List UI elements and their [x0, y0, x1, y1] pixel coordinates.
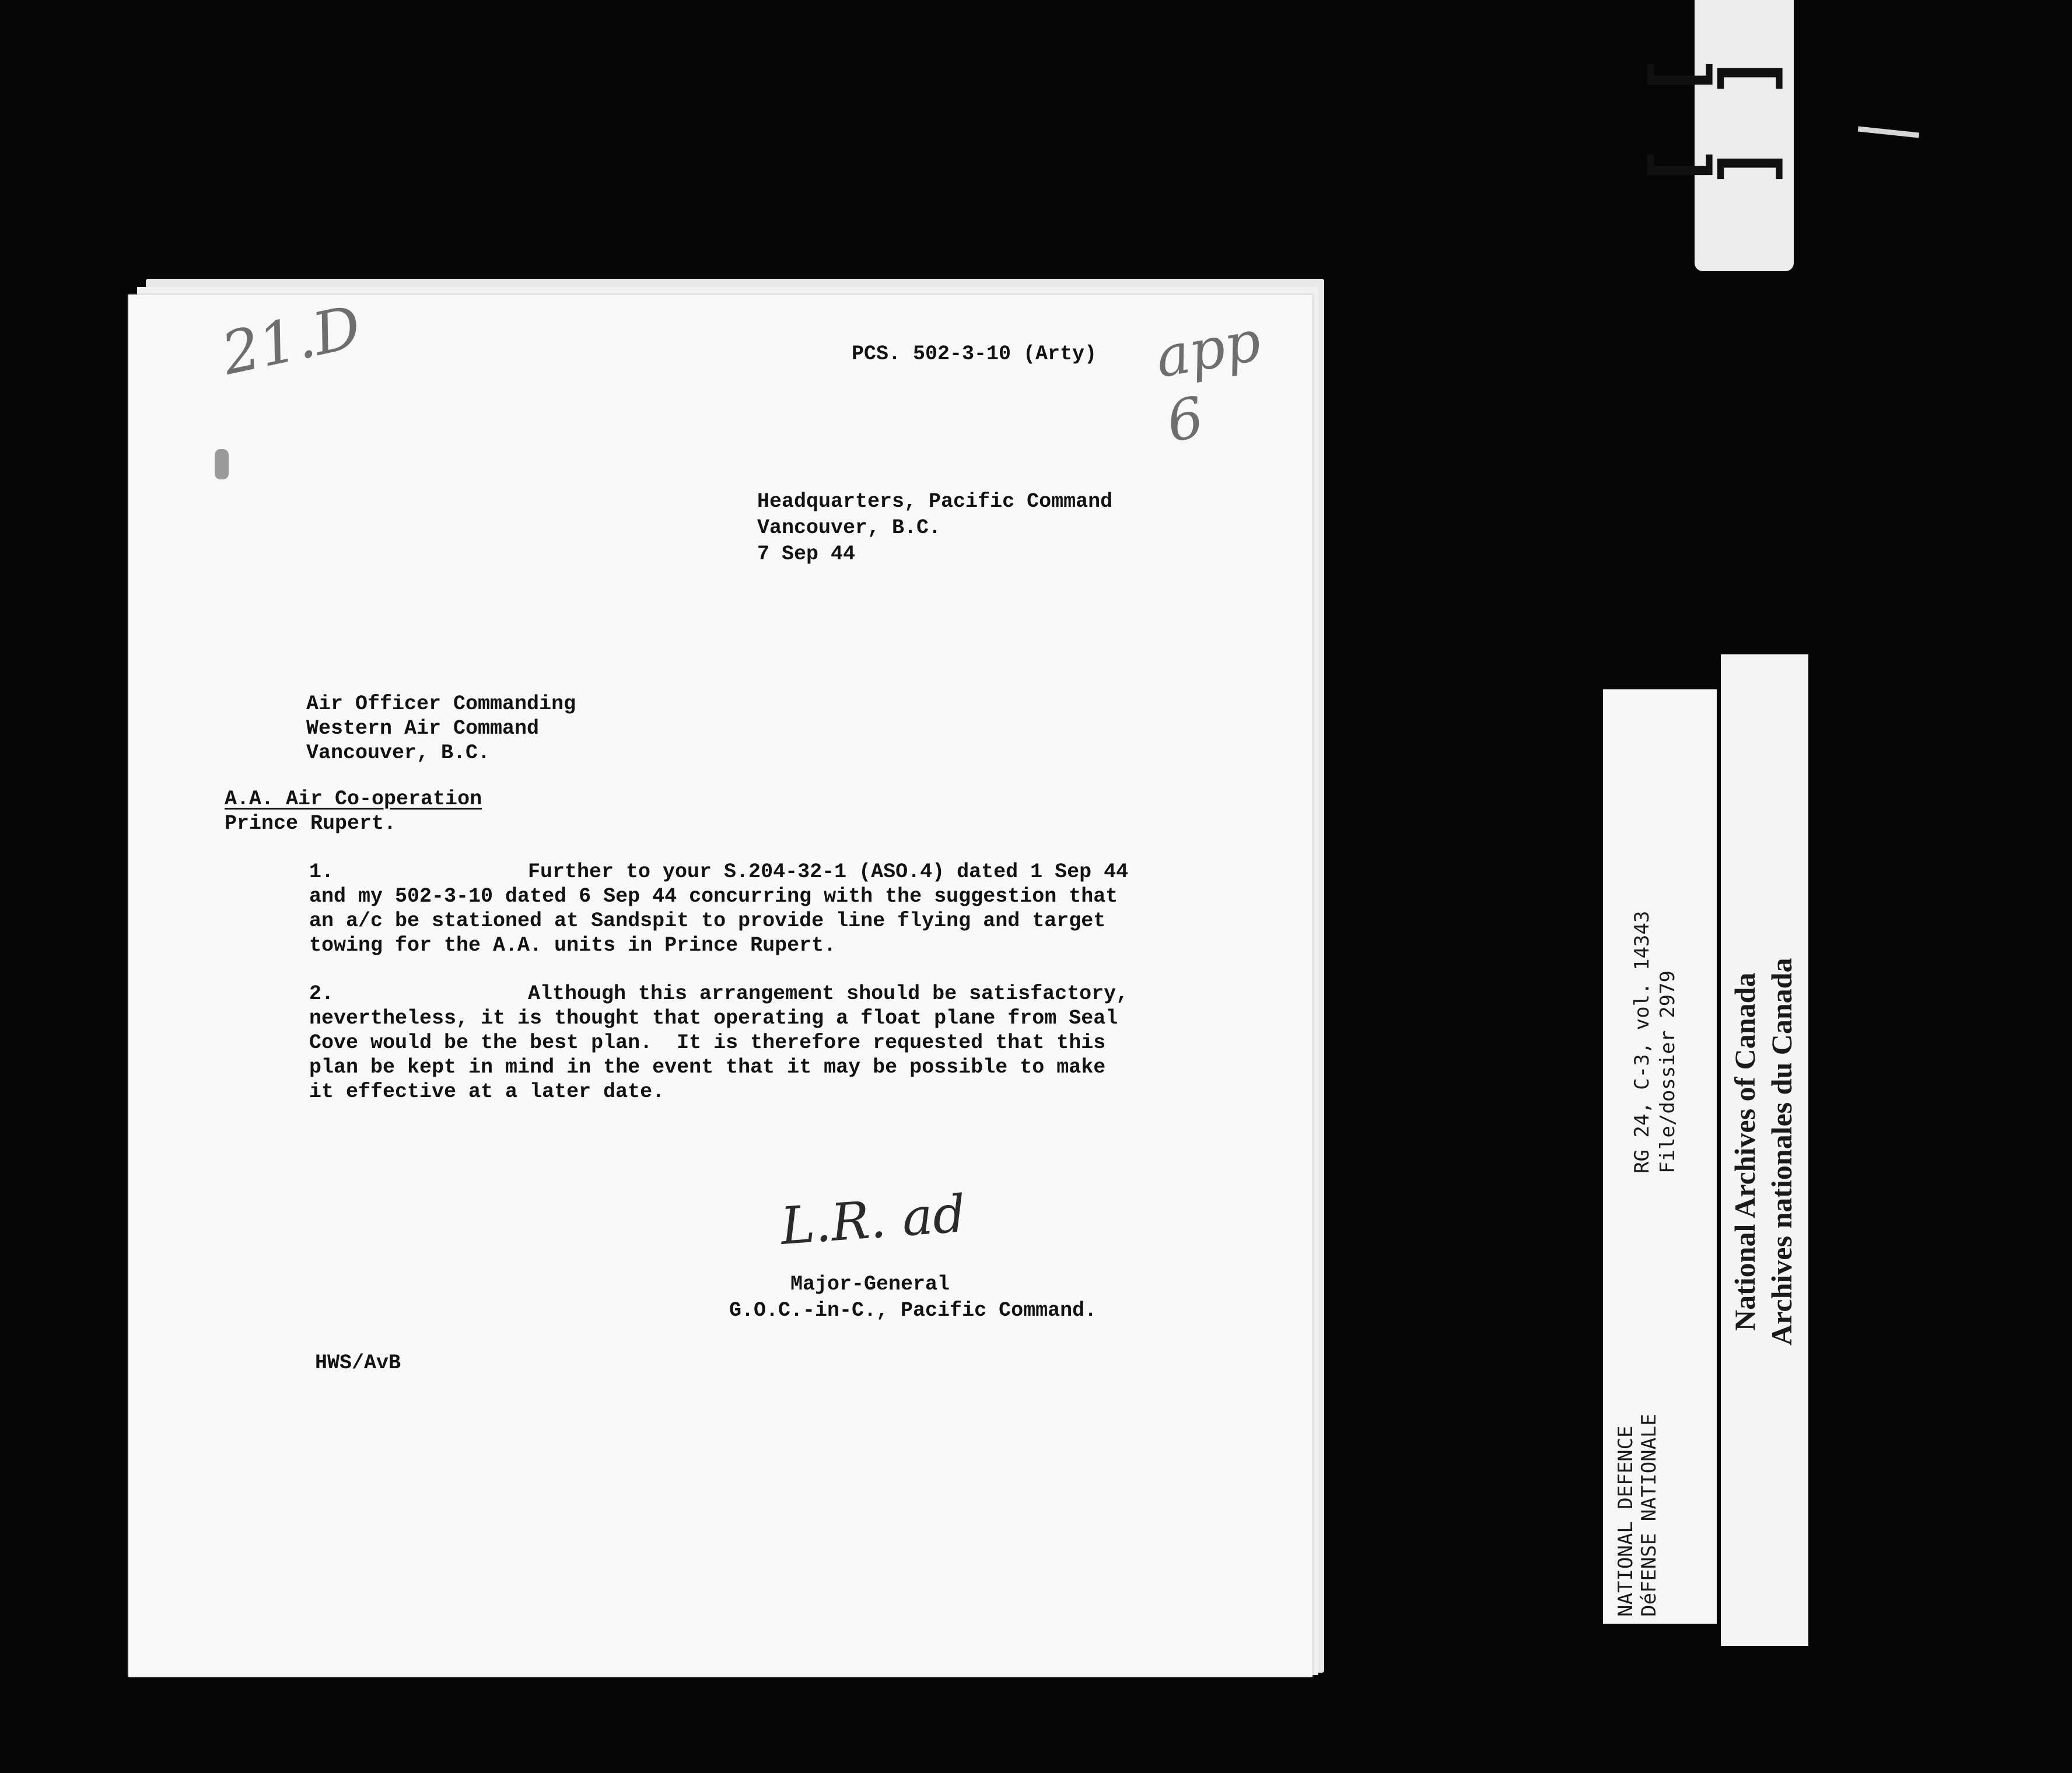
archives-name-french: Archives nationales du Canada [1765, 958, 1798, 1345]
paragraph-2-line-1: Although this arrangement should be satisfactory, [528, 982, 1129, 1005]
handwritten-signature: L.R. ad [778, 1183, 968, 1256]
recipient-line-2: Western Air Command [306, 717, 540, 740]
archives-name-label [1721, 654, 1808, 1646]
archives-name-english: National Archives of Canada [1728, 972, 1761, 1331]
paragraph-2-number: 2. [309, 982, 334, 1005]
department-line-2: DéFENSE NATIONALE [1637, 1414, 1661, 1617]
letter-date: 7 Sep 44 [757, 542, 856, 566]
typist-initials: HWS/AvB [315, 1351, 401, 1375]
subject-line-1: A.A. Air Co-operation [225, 787, 482, 811]
frame-marker: [ ] [1640, 55, 1790, 96]
frame-marker-2: [ ] [1640, 146, 1790, 186]
paragraph-2-line-3: Cove would be the best plan. It is therefore requested that this [309, 1031, 1106, 1054]
archive-reference-label [1603, 689, 1717, 1624]
punch-hole-mark [215, 449, 229, 479]
paragraph-1-line-1: Further to your S.204-32-1 (ASO.4) dated 1 Sep 44 [528, 860, 1129, 884]
paragraph-1-line-4: towing for the A.A. units in Prince Rupert. [309, 934, 836, 957]
paragraph-1-number: 1. [309, 860, 334, 884]
handwritten-file-note: 21.D [216, 292, 367, 388]
film-frame-strip [1640, 0, 1794, 271]
paragraph-2-line-4: plan be kept in mind in the event that it may be possible to make [309, 1056, 1106, 1079]
letter-page [128, 292, 1312, 1677]
subject-line-2: Prince Rupert. [225, 812, 397, 835]
archive-ref-line-1: RG 24, C-3, vol. 14343 [1630, 910, 1654, 1173]
recipient-line-1: Air Officer Commanding [306, 692, 576, 716]
signatory-rank: Major-General [790, 1273, 950, 1296]
recipient-line-3: Vancouver, B.C. [306, 741, 491, 765]
film-tick-mark [1858, 127, 1919, 138]
sender-line-2: Vancouver, B.C. [757, 516, 942, 539]
handwritten-appendix-note: app 6 [1150, 307, 1266, 455]
signatory-title: G.O.C.-in-C., Pacific Command. [729, 1299, 1097, 1322]
paragraph-1-line-3: an a/c be stationed at Sandspit to provide line flying and target [309, 909, 1106, 933]
paragraph-1-line-2: and my 502-3-10 dated 6 Sep 44 concurring with the suggestion that [309, 885, 1118, 908]
paragraph-2-line-2: nevertheless, it is thought that operating a float plane from Seal [309, 1007, 1118, 1030]
paragraph-2-line-5: it effective at a later date. [309, 1080, 665, 1103]
file-reference: PCS. 502-3-10 (Arty) [852, 342, 1097, 366]
department-line-1: NATIONAL DEFENCE [1614, 1425, 1637, 1617]
archive-ref-line-2: File/dossier 2979 [1656, 970, 1679, 1173]
sender-line-1: Headquarters, Pacific Command [757, 490, 1113, 513]
